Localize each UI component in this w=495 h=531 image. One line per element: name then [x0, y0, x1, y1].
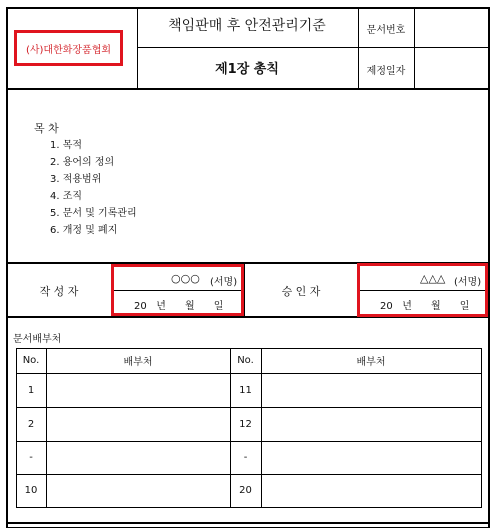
row-number: 2	[27, 418, 35, 430]
row-number: 10	[24, 485, 38, 496]
chapter-title: 제1장 총칙	[215, 62, 279, 77]
footer-divider	[6, 527, 490, 528]
col-header-destination: 배부처	[356, 357, 386, 368]
toc-item: 6. 개정 및 폐지	[50, 225, 118, 236]
row-number: -	[243, 452, 248, 463]
author-sign: (서명)	[210, 277, 238, 288]
toc-item: 4. 조직	[50, 191, 83, 202]
toc-title: 목 차	[34, 122, 59, 135]
enact-date-label: 제정일자	[366, 66, 406, 77]
row-number: 12	[239, 418, 252, 430]
doc-title: 책임판매 후 안전관리기준	[168, 18, 326, 34]
distribution-title: 문서배부처	[13, 334, 62, 345]
row-number: 11	[239, 384, 252, 396]
row-number: -	[29, 452, 33, 463]
org-name: (사)대한화장품협회	[25, 44, 112, 56]
author-date: 20 년 월 일	[134, 301, 224, 312]
approver-date: 20 년 월 일	[380, 301, 470, 312]
toc-item: 2. 용어의 정의	[50, 157, 115, 168]
row-number: 20	[239, 485, 252, 496]
row-number: 1	[27, 384, 35, 396]
doc-number-label: 문서번호	[366, 25, 406, 36]
toc-item: 3. 적용범위	[50, 174, 102, 185]
toc-item: 1. 목적	[50, 140, 83, 151]
approver-label: 승 인 자	[281, 285, 321, 298]
toc-item: 5. 문서 및 기록관리	[50, 208, 137, 219]
col-header-no: No.	[237, 355, 254, 366]
col-header-no: No.	[22, 355, 40, 366]
approver-name: △△△	[420, 272, 446, 285]
col-header-destination: 배부처	[123, 357, 153, 368]
approver-sign: (서명)	[454, 277, 482, 288]
toc-list	[50, 137, 137, 239]
author-name: ○○○	[171, 272, 200, 285]
author-label: 작 성 자	[39, 285, 79, 298]
